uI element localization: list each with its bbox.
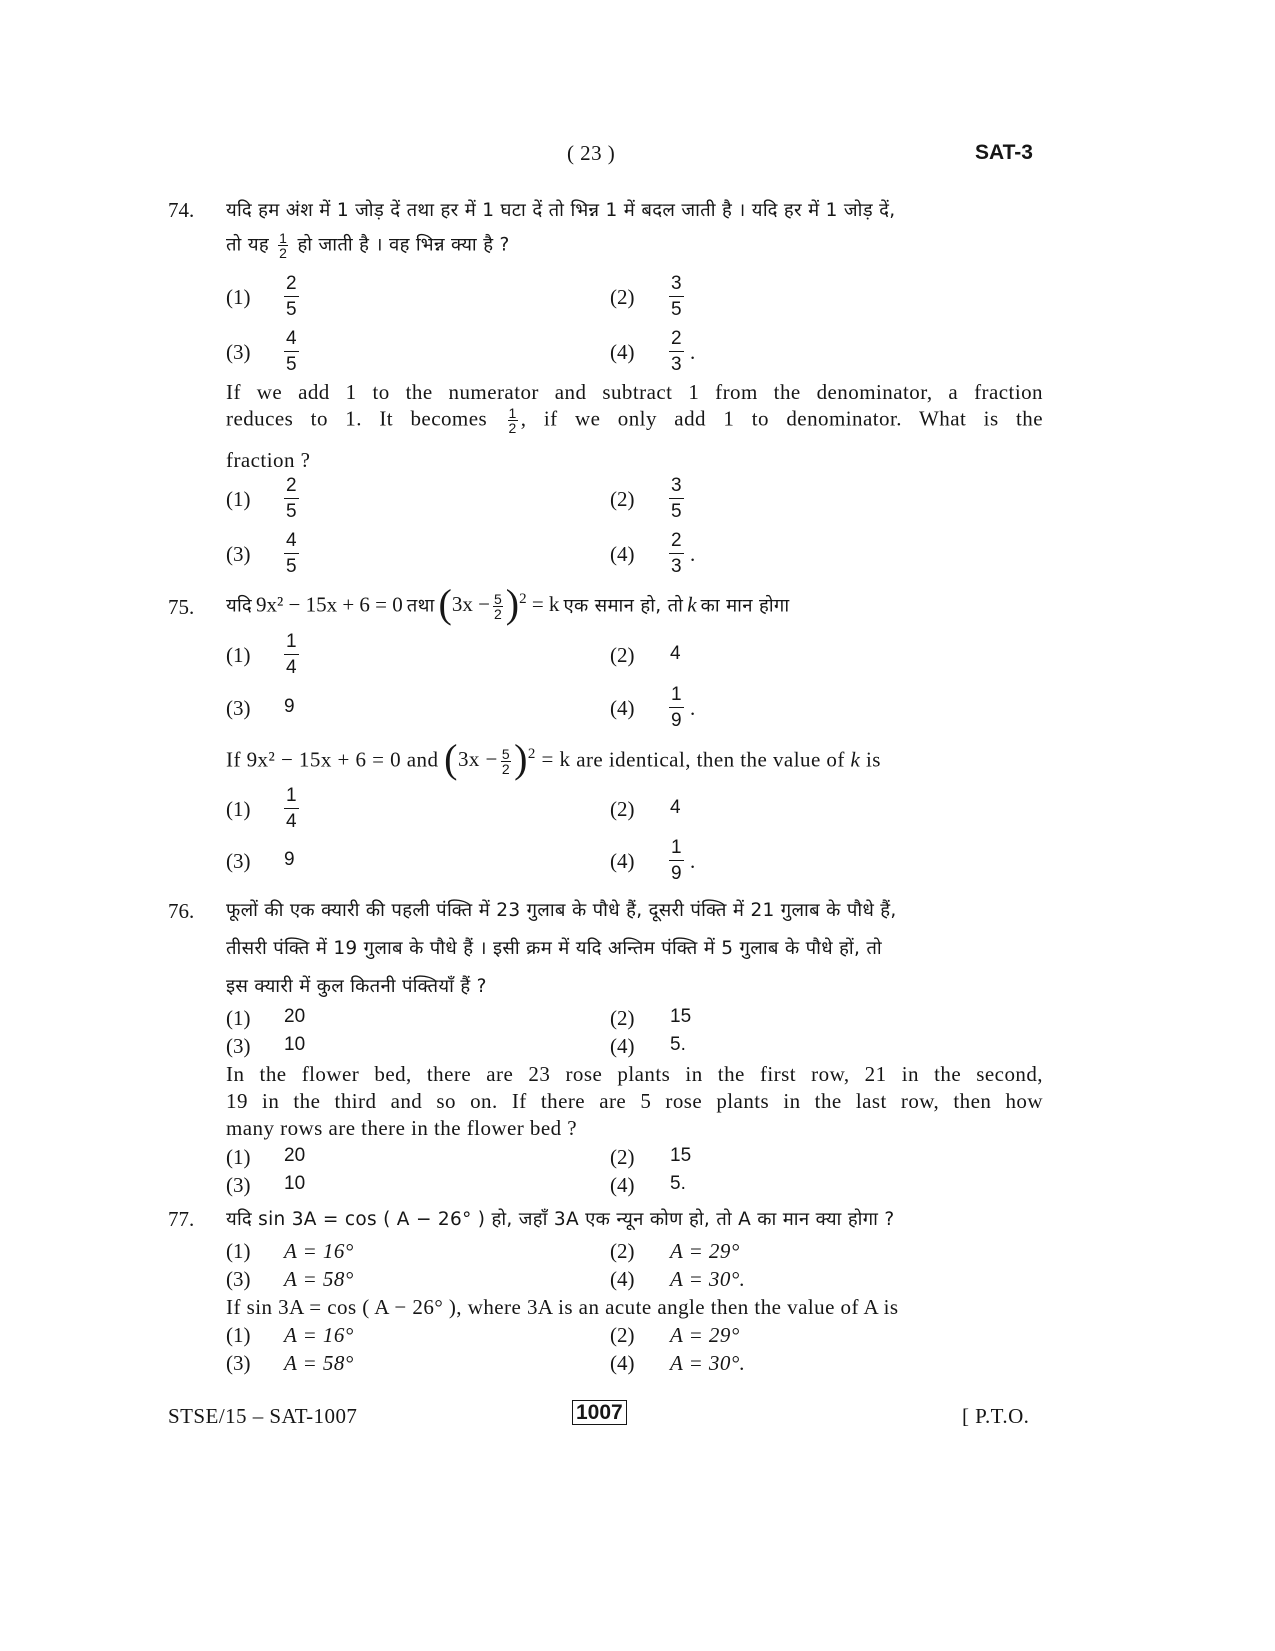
option-4-fraction: $\frac{1}{9}$ bbox=[671, 684, 682, 731]
option-label: (4) bbox=[610, 849, 635, 873]
option-4-fraction: $\frac{1}{9}$ bbox=[671, 837, 682, 884]
option-label: (4) bbox=[610, 696, 635, 720]
option-3-value: 9 bbox=[284, 849, 295, 870]
option-label: (4) bbox=[610, 1034, 635, 1058]
option-label: (1) bbox=[226, 1323, 251, 1347]
fraction-half: $\frac{1}{2}$ bbox=[279, 230, 288, 261]
option-label: (1) bbox=[226, 487, 251, 511]
period: . bbox=[690, 696, 696, 720]
series-code: SAT-3 bbox=[975, 141, 1033, 164]
english-text-line-1: In the flower bed, there are 23 rose plants in the first row, 21 in the second, bbox=[226, 1062, 1043, 1086]
option-label: (3) bbox=[226, 696, 251, 720]
option-3-fraction: $\frac{4}{5}$ bbox=[286, 530, 297, 577]
option-1-value: A = 16° bbox=[284, 1239, 354, 1263]
footer-pto: [ P.T.O. bbox=[962, 1404, 1030, 1428]
option-label: (3) bbox=[226, 1267, 251, 1291]
english-equation-line: If 9x² − 15x + 6 = 0 and (3x − $\frac{5}{2}$ )$^2$ = k are identical, then the value of k is bbox=[226, 736, 881, 781]
period: . bbox=[690, 340, 696, 364]
option-2-fraction: $\frac{3}{5}$ bbox=[671, 273, 682, 320]
english-text-line-1: If we add 1 to the numerator and subtract 1 from the denominator, a fraction bbox=[226, 380, 1043, 404]
option-3-value: A = 58° bbox=[284, 1267, 354, 1291]
option-label: (4) bbox=[610, 340, 635, 364]
option-2-value: 15 bbox=[670, 1145, 692, 1166]
hindi-text-line-1: फूलों की एक क्यारी की पहली पंक्ति में 23 गुलाब के पौधे हैं, दूसरी पंक्ति में 21 गुलाब के पौधे हैं, bbox=[226, 900, 897, 921]
option-1-value: A = 16° bbox=[284, 1323, 354, 1347]
footer-code: STSE/15 – SAT-1007 bbox=[168, 1404, 358, 1428]
question-number: 74. bbox=[168, 198, 195, 222]
option-1-fraction: $\frac{1}{4}$ bbox=[286, 785, 297, 832]
english-text-line-3: fraction ? bbox=[226, 448, 311, 472]
option-label: (3) bbox=[226, 1034, 251, 1058]
hindi-text-line-2: तो यह $\frac{1}{2}$ हो जाती है । वह भिन्न क्या है ? bbox=[226, 230, 510, 261]
option-2-value: 4 bbox=[670, 797, 681, 818]
option-2-fraction: $\frac{3}{5}$ bbox=[671, 475, 682, 522]
english-text: If sin 3A = cos ( A − 26° ), where 3A is an acute angle then the value of A is bbox=[226, 1295, 899, 1319]
option-label: (2) bbox=[610, 1239, 635, 1263]
question-number: 76. bbox=[168, 899, 195, 923]
option-label: (2) bbox=[610, 1006, 635, 1030]
option-4-fraction: $\frac{2}{3}$ bbox=[671, 530, 682, 577]
option-4-value: A = 30°. bbox=[670, 1267, 746, 1291]
page-number: ( 23 ) bbox=[567, 141, 616, 165]
option-label: (1) bbox=[226, 285, 251, 309]
option-label: (2) bbox=[610, 285, 635, 309]
option-3-fraction: $\frac{4}{5}$ bbox=[286, 328, 297, 375]
hindi-text: यदि sin 3A = cos ( A − 26° ) हो, जहाँ 3A एक न्यून कोण हो, तो A का मान क्या होगा ? bbox=[226, 1209, 895, 1230]
option-label: (1) bbox=[226, 1006, 251, 1030]
english-text-line-3: many rows are there in the flower bed ? bbox=[226, 1116, 578, 1140]
question-number: 77. bbox=[168, 1207, 195, 1231]
option-label: (3) bbox=[226, 542, 251, 566]
option-label: (1) bbox=[226, 643, 251, 667]
option-label: (3) bbox=[226, 849, 251, 873]
option-label: (4) bbox=[610, 1267, 635, 1291]
option-label: (4) bbox=[610, 1173, 635, 1197]
option-1-value: 20 bbox=[284, 1006, 306, 1027]
option-label: (1) bbox=[226, 1239, 251, 1263]
option-4-value: A = 30°. bbox=[670, 1351, 746, 1375]
hindi-text-line-2: तीसरी पंक्ति में 19 गुलाब के पौधे हैं । इसी क्रम में यदि अन्तिम पंक्ति में 5 गुलाब के पौधे हों, तो bbox=[226, 938, 883, 959]
question-number: 75. bbox=[168, 595, 195, 619]
option-2-value: A = 29° bbox=[670, 1239, 740, 1263]
option-2-value: A = 29° bbox=[670, 1323, 740, 1347]
period: . bbox=[690, 542, 696, 566]
option-1-value: 20 bbox=[284, 1145, 306, 1166]
option-label: (2) bbox=[610, 643, 635, 667]
option-label: (1) bbox=[226, 797, 251, 821]
option-3-value: 9 bbox=[284, 696, 295, 717]
option-1-fraction: $\frac{1}{4}$ bbox=[286, 631, 297, 678]
english-text-line-2: 19 in the third and so on. If there are 5 rose plants in the last row, then how bbox=[226, 1089, 1043, 1113]
option-1-fraction: $\frac{2}{5}$ bbox=[286, 475, 297, 522]
footer-page-box: 1007 bbox=[572, 1401, 627, 1425]
option-label: (4) bbox=[610, 542, 635, 566]
option-3-value: A = 58° bbox=[284, 1351, 354, 1375]
option-label: (3) bbox=[226, 340, 251, 364]
option-3-value: 10 bbox=[284, 1034, 306, 1055]
hindi-equation-line: यदि 9x² − 15x + 6 = 0 तथा (3x − $\frac{5}{2}$ )$^2$ = k एक समान हो, तो k का मान होगा bbox=[226, 581, 790, 626]
option-label: (2) bbox=[610, 1145, 635, 1169]
fraction-half: $\frac{1}{2}$ bbox=[508, 405, 517, 436]
option-1-fraction: $\frac{2}{5}$ bbox=[286, 273, 297, 320]
option-label: (2) bbox=[610, 487, 635, 511]
option-label: (3) bbox=[226, 1173, 251, 1197]
hindi-text-line-3: इस क्यारी में कुल कितनी पंक्तियाँ हैं ? bbox=[226, 976, 487, 997]
option-label: (2) bbox=[610, 1323, 635, 1347]
option-4-value: 5. bbox=[670, 1173, 686, 1194]
option-2-value: 15 bbox=[670, 1006, 692, 1027]
period: . bbox=[690, 849, 696, 873]
option-label: (2) bbox=[610, 797, 635, 821]
option-4-fraction: $\frac{2}{3}$ bbox=[671, 328, 682, 375]
english-text-line-2: reduces to 1. It becomes $\frac{1}{2}$ , if we only add 1 to denominator. What is the bbox=[226, 405, 1043, 436]
option-3-value: 10 bbox=[284, 1173, 306, 1194]
option-2-value: 4 bbox=[670, 643, 681, 664]
option-label: (4) bbox=[610, 1351, 635, 1375]
option-label: (3) bbox=[226, 1351, 251, 1375]
option-label: (1) bbox=[226, 1145, 251, 1169]
option-4-value: 5. bbox=[670, 1034, 686, 1055]
hindi-text-line-1: यदि हम अंश में 1 जोड़ दें तथा हर में 1 घटा दें तो भिन्न 1 में बदल जाती है । यदि हर में 1 जोड़ दें, bbox=[226, 200, 896, 221]
